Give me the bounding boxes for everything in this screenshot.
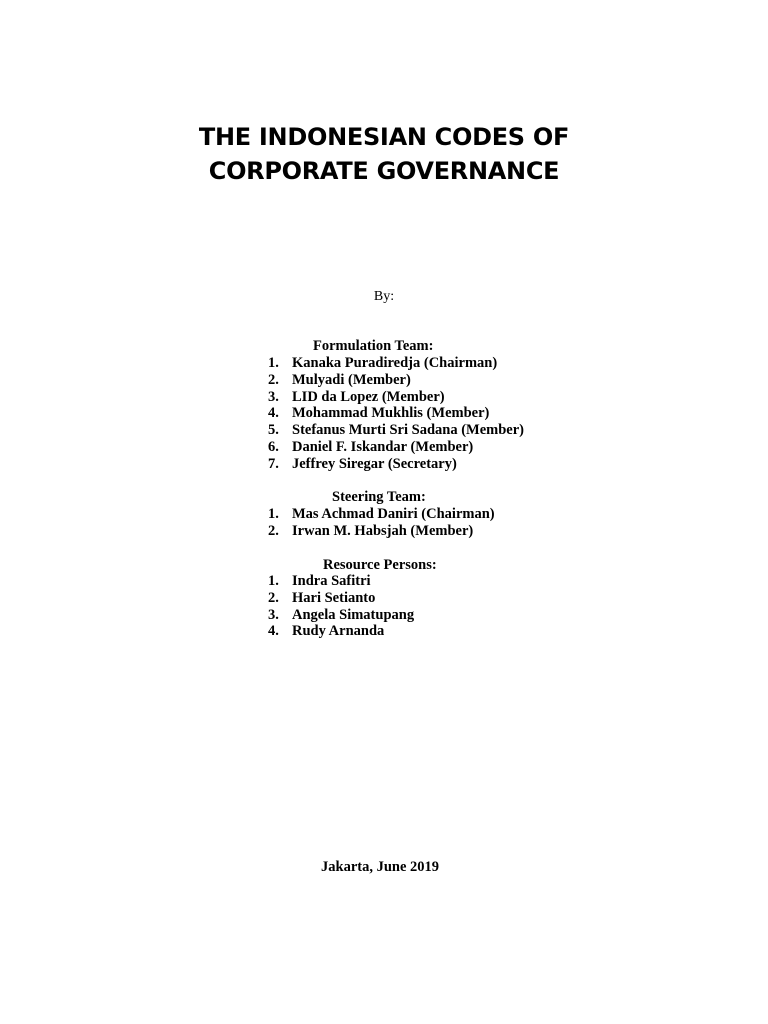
document-title-line-2: CORPORATE GOVERNANCE (208, 157, 560, 185)
list-item (268, 623, 414, 640)
list-item-name: Angela Simatupang (292, 606, 415, 623)
formulation-team-heading: Formulation Team: (313, 338, 434, 354)
list-item-name: Irwan M. Habsjah (Member) (292, 522, 474, 539)
list-item (268, 590, 414, 607)
list-item (268, 372, 524, 389)
list-item-name: Kanaka Puradiredja (Chairman) (292, 355, 498, 371)
by-label: By: (373, 289, 395, 304)
list-item-number: 7. (268, 455, 279, 472)
place-and-date: Jakarta, June 2019 (321, 859, 440, 875)
list-item-name: Mas Achmad Daniri (Chairman) (292, 506, 495, 522)
list-item (268, 439, 524, 456)
list-item-number: 6. (268, 438, 279, 455)
list-item (268, 456, 524, 473)
list-item (268, 389, 524, 406)
document-title-line-1: THE INDONESIAN CODES OF (198, 123, 570, 151)
list-item-number: 3. (268, 606, 279, 623)
list-item-name: Mohammad Mukhlis (Member) (292, 405, 490, 422)
list-item-name: Stefanus Murti Sri Sadana (Member) (292, 422, 524, 439)
list-item-name: Rudy Arnanda (292, 623, 385, 640)
list-item (268, 405, 524, 422)
list-item (268, 523, 495, 540)
list-item-name: Mulyadi (Member) (292, 371, 411, 388)
resource-persons-list (268, 573, 414, 640)
list-item-number: 2. (268, 371, 279, 388)
steering-team-list (268, 506, 495, 540)
list-item-number: 2. (268, 589, 279, 606)
steering-team-heading: Steering Team: (332, 489, 426, 505)
list-item (268, 355, 524, 372)
list-item-number: 4. (268, 405, 279, 422)
formulation-team-list (268, 355, 524, 473)
list-item-number: 5. (268, 422, 279, 439)
list-item (268, 422, 524, 439)
resource-persons-heading: Resource Persons: (323, 557, 437, 573)
list-item-number: 1. (268, 355, 279, 371)
list-item-number: 4. (268, 623, 279, 640)
list-item-name: LID da Lopez (Member) (292, 388, 445, 405)
list-item-number: 2. (268, 522, 279, 539)
list-item-name: Jeffrey Siregar (Secretary) (292, 455, 457, 472)
list-item (268, 573, 414, 590)
list-item-name: Indra Safitri (292, 573, 371, 589)
list-item-number: 3. (268, 388, 279, 405)
list-item-number: 1. (268, 506, 279, 522)
list-item-name: Daniel F. Iskandar (Member) (292, 438, 474, 455)
list-item (268, 607, 414, 624)
list-item (268, 506, 495, 523)
list-item-number: 1. (268, 573, 279, 589)
list-item-name: Hari Setianto (292, 589, 376, 606)
